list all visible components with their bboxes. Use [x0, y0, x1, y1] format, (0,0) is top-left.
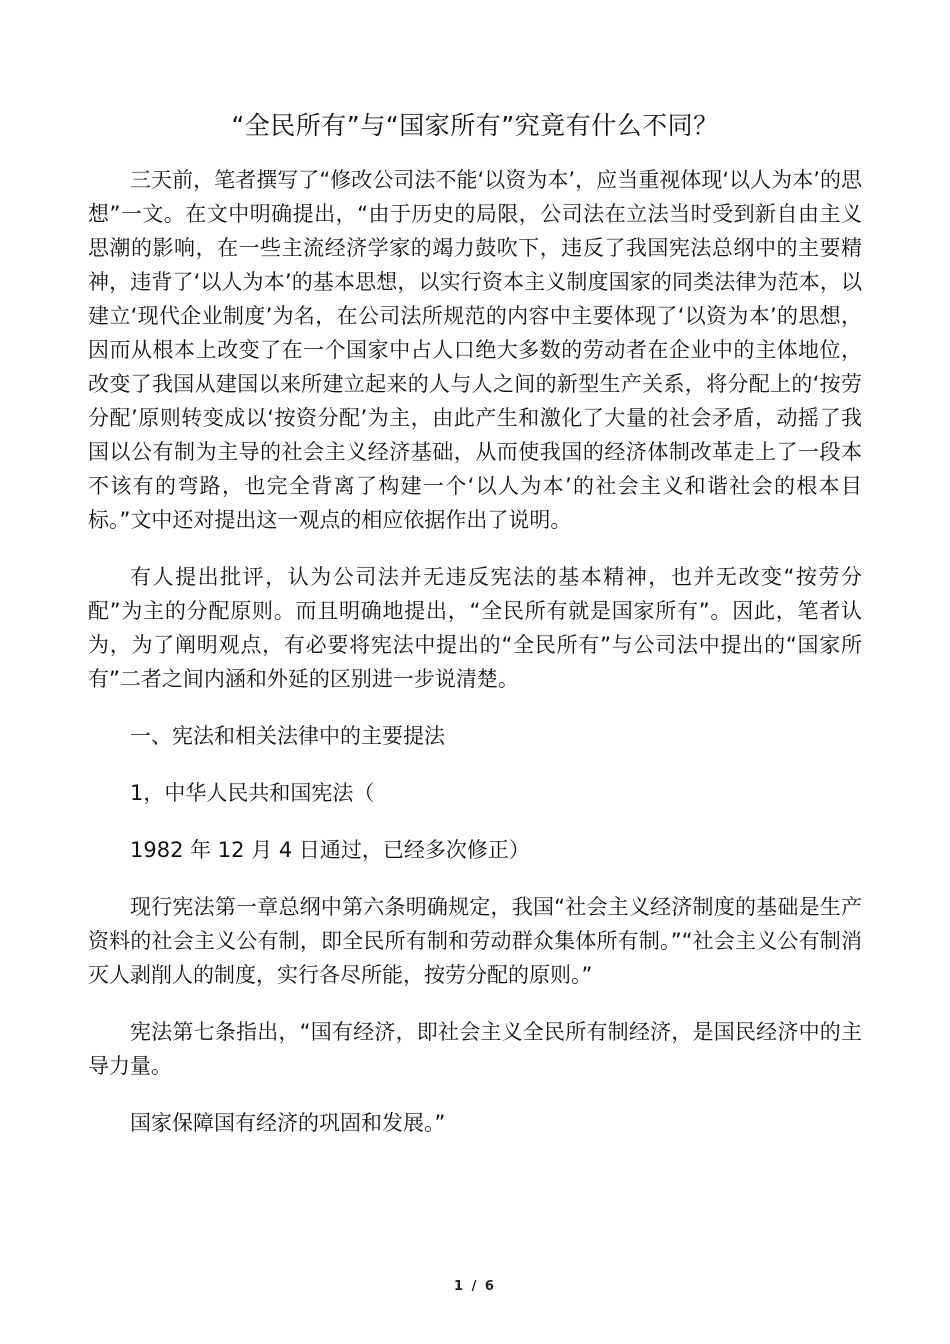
- subsection-date: 1982 年 12 月 4 日通过，已经多次修正）: [130, 838, 530, 862]
- paragraph-2: 有人提出批评，认为公司法并无违反宪法的基本精神，也并无改变“按劳分配”为主的分配原则。而且明确地提出，“全民所有就是国家所有”。因此，笔者认为，为了阐明观点，有必要将宪法中提出的“全民所有”与公司法中提出的“国家所有”二者之间内涵和外延的区别进一步说清楚。: [88, 565, 862, 691]
- paragraph-article-6: 现行宪法第一章总纲中第六条明确规定，我国“社会主义经济制度的基础是生产资料的社会主义公有制，即全民所有制和劳动群众集体所有制。”“社会主义公有制消灭人剥削人的制度，实行各尽所能，按劳分配的原则。”: [88, 895, 862, 987]
- paragraph-1: 三天前，笔者撰写了“修改公司法不能‘以资为本’，应当重视体现‘以人为本’的思想”一文。在文中明确提出，“由于历史的局限，公司法在立法当时受到新自由主义思潮的影响，在一些主流经济学家的竭力鼓吹下，违反了我国宪法总纲中的主要精神，违背了‘以人为本’的基本思想，以实行资本主义制度国家的同类法律为范本，以建立‘现代企业制度’为名，在公司法所规范的内容中主要体现了‘以资为本’的思想，因而从根本上改变了在一个国家中占人口绝大多数的劳动者在企业中的主体地位，改变了我国从建国以来所建立起来的人与人之间的新型生产关系，将分配上的‘按劳分配’原则转变成以‘按资分配’为主，由此产生和激化了大量的社会矛盾，动摇了我国以公有制为主导的社会主义经济基础，从而使我国的经济体制改革走上了一段本不该有的弯路，也完全背离了构建一个‘以人为本’的社会主义和谐社会的根本目标。”文中还对提出这一观点的相应依据作出了说明。: [88, 168, 862, 532]
- page-indicator: 1 / 6: [454, 1279, 496, 1294]
- document-body: [88, 163, 862, 1140]
- page-title: “全民所有”与“国家所有”究竟有什么不同？: [231, 111, 719, 140]
- paragraph-article-7-cont: 国家保障国有经济的巩固和发展。”: [130, 1111, 446, 1135]
- section-heading: 一、宪法和相关法律中的主要提法: [130, 724, 445, 748]
- subsection-heading: 1，中华人民共和国宪法（: [130, 781, 375, 805]
- paragraph-article-7: 宪法第七条指出，“国有经济，即社会主义全民所有制经济，是国民经济中的主导力量。: [88, 1020, 862, 1078]
